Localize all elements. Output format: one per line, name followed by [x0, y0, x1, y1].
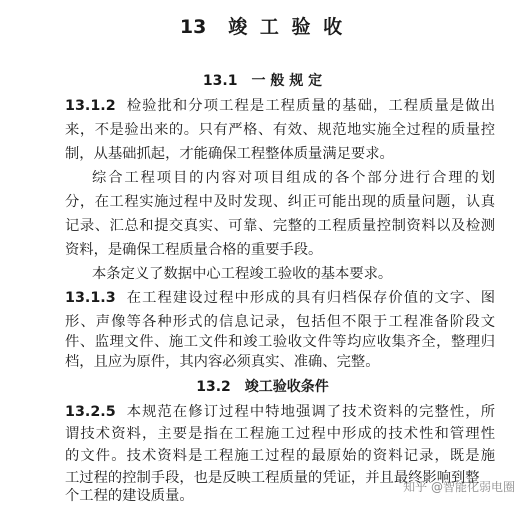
clause-13-2-5-line-4: 工过程的控制手段，也是反映工程质量的凭证，并且最终影响到整: [65, 470, 480, 486]
clause-13-1-2-line-3: 制，从基础抓起，才能确保工程整体质量满足要求。: [65, 146, 394, 162]
clause-13-1-3-line-4: 档，且应为原件，其内容必须真实、准确、完整。: [65, 354, 380, 370]
clause-13-2-5-line-1: [65, 402, 495, 422]
section-number: 13.1: [202, 73, 238, 89]
clause-13-2-5-line-3: 的文件。技术资料是工程施工过程的最原始的资料记录，既是施: [65, 448, 495, 464]
section-title-text: 一 般 规 定: [251, 73, 323, 89]
clause-13-1-3-line-1: [65, 288, 495, 308]
clause-13-2-5-line-2: 谓技术资料，主要是指在工程施工过程中形成的技术性和管理性: [65, 426, 495, 442]
paragraph-text: 检验批和分项工程是工程质量的基础，工程质量是做出: [125, 98, 495, 114]
section-title-13-2: [0, 376, 525, 396]
paragraph-line: 本条定义了数据中心工程竣工验收的基本要求。: [92, 266, 393, 282]
clause-13-1-2-line-2: 来，不是验出来的。只有严格、有效、规范地实施全过程的质量控: [65, 122, 495, 138]
paragraph-line: 分，在工程实施过程中及时发现、纠正可能出现的质量问题，认真: [65, 194, 495, 210]
chapter-title: [0, 12, 525, 39]
paragraph-line: 记录、汇总和提交真实、可靠、完整的工程质量控制资料以及检测: [65, 218, 495, 234]
clause-number: 13.1.2: [65, 98, 116, 114]
clause-13-2-5-line-5: 个工程的建设质量。: [65, 488, 194, 504]
chapter-title-text: 竣 工 验 收: [228, 16, 346, 38]
clause-number: 13.2.5: [65, 404, 116, 420]
paragraph-text: 本规范在修订过程中特地强调了技术资料的完整性，所: [125, 404, 495, 420]
clause-13-1-3-line-2: 形、声像等各种形式的信息记录，包括但不限于工程准备阶段文: [65, 314, 495, 330]
chapter-number: 13: [179, 16, 207, 38]
watermark: 知乎 @智能化弱电圈: [403, 480, 515, 494]
section-title-text: 竣工验收条件: [244, 379, 329, 395]
paragraph-text: 在工程建设过程中形成的具有归档保存价值的文字、图: [125, 290, 495, 306]
clause-13-1-3-line-3: 件、监理文件、施工文件和竣工验收文件等均应收集齐全，整理归: [65, 334, 495, 350]
paragraph-line: 综合工程项目的内容对项目组成的各个部分进行合理的划: [92, 170, 495, 186]
clause-13-1-2-line-1: [65, 96, 495, 116]
section-number: 13.2: [196, 379, 231, 395]
section-title-13-1: [0, 70, 525, 90]
clause-number: 13.1.3: [65, 290, 116, 306]
paragraph-line: 资料，是确保工程质量合格的重要手段。: [65, 242, 323, 258]
